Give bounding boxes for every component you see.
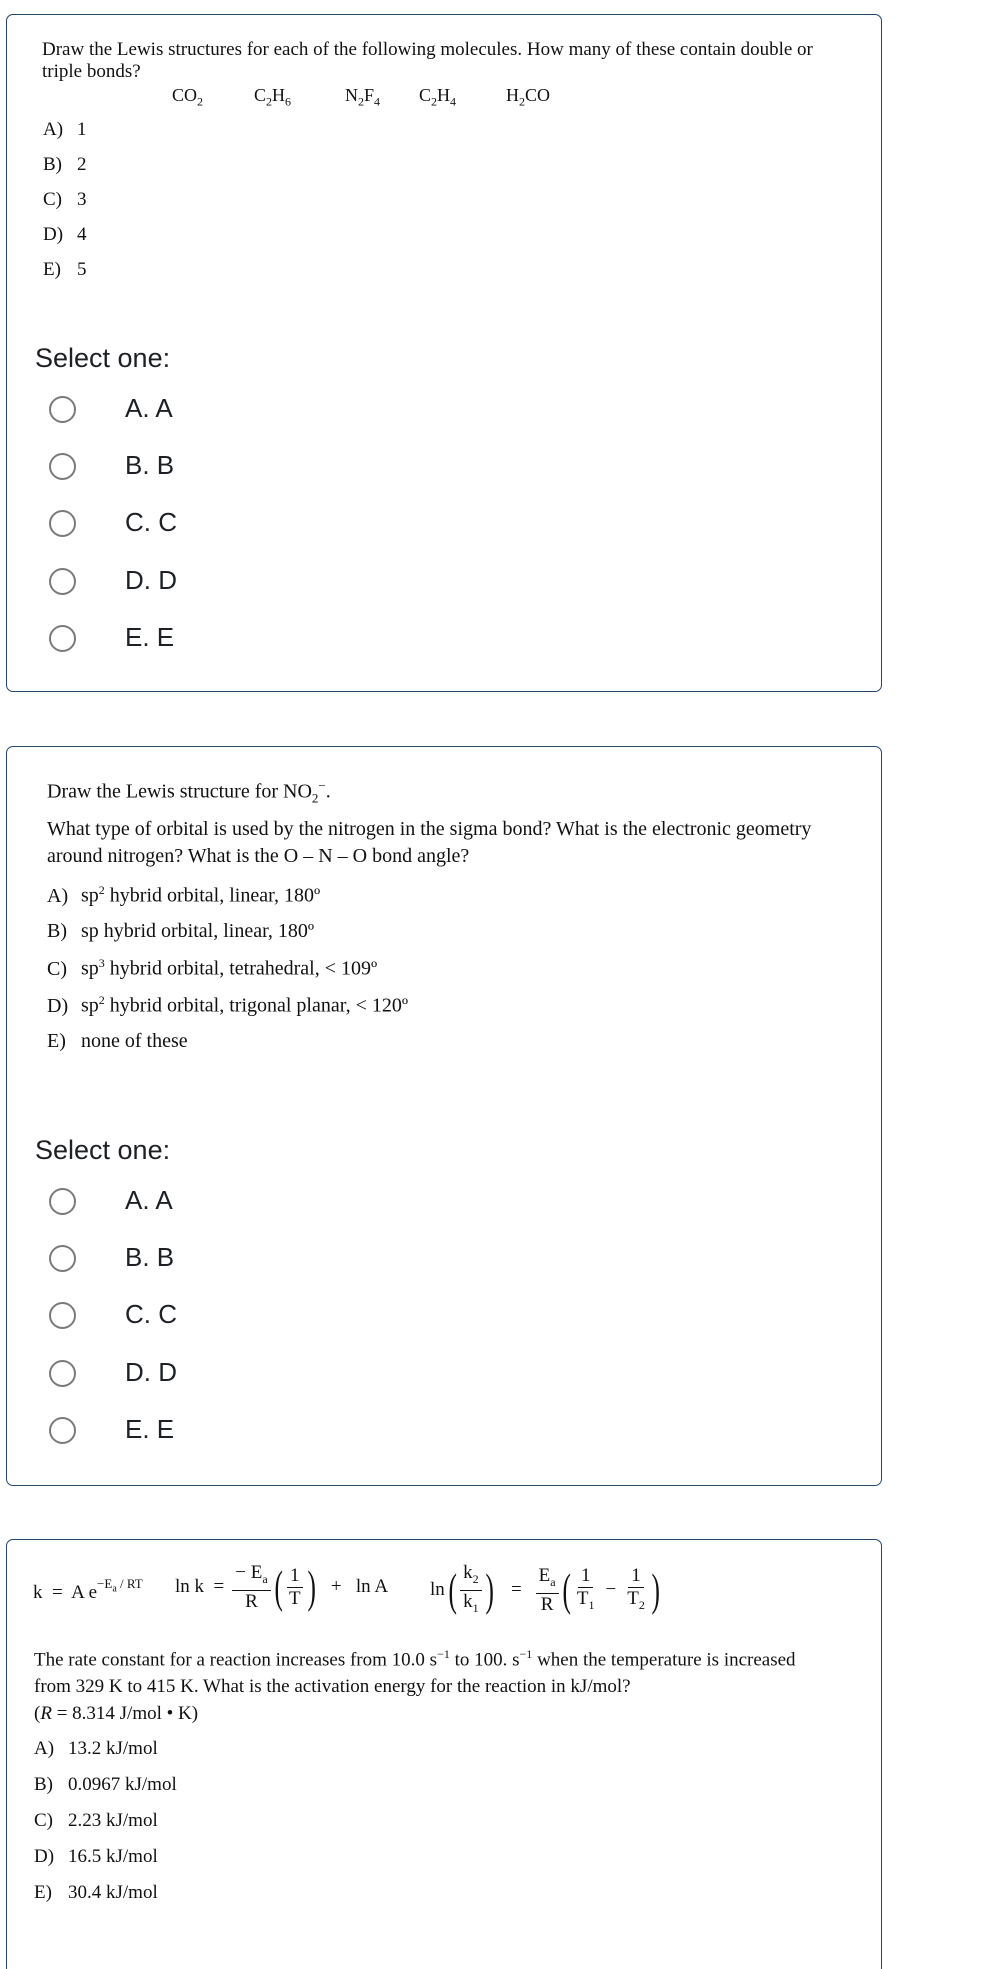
select-one-label: Select one: [35, 343, 171, 373]
molecule-co2: $CO_2$ [172, 85, 204, 109]
choice-label: C. C [125, 507, 177, 537]
question-2-prompt-line1: Draw the Lewis structure for $NO_2^-$. [47, 778, 331, 806]
q1-option-a: A) 1 [43, 119, 87, 140]
select-one-label: Select one: [35, 1135, 171, 1165]
q2-choice-c[interactable] [49, 1297, 177, 1333]
q3-option-c: C) 2.23 kJ/mol [34, 1810, 158, 1831]
q2-choice-e[interactable] [49, 1412, 175, 1448]
choice-label: B. B [125, 450, 175, 480]
radio-button[interactable] [49, 453, 76, 480]
q2-option-d: D) $sp^2$ hybrid orbital, trigonal planar, < 120º [47, 993, 409, 1017]
radio-button[interactable] [49, 625, 76, 652]
molecule-c2h4: $C_2H_4$ [419, 85, 457, 109]
question-card-3 [6, 1539, 882, 1969]
radio-button[interactable] [49, 1245, 76, 1272]
q2-choice-b[interactable] [49, 1240, 175, 1276]
choice-label: D. D [125, 565, 177, 595]
q3-option-b: B) 0.0967 kJ/mol [34, 1774, 177, 1795]
molecule-n2f4: $N_2F_4$ [345, 85, 381, 109]
question-card-2 [6, 746, 882, 1486]
q1-choice-c[interactable] [49, 505, 177, 541]
q2-choice-d[interactable] [49, 1355, 177, 1391]
q1-choice-d[interactable] [49, 563, 177, 599]
question-card-1 [6, 14, 882, 692]
q1-choice-b[interactable] [49, 448, 175, 484]
choice-label: A. A [125, 1185, 173, 1215]
radio-button[interactable] [49, 1417, 76, 1444]
q2-option-a: A) $sp^2$ hybrid orbital, linear, 180º [47, 883, 321, 907]
radio-button[interactable] [49, 510, 76, 537]
radio-button[interactable] [49, 396, 76, 423]
choice-label: C. C [125, 1299, 177, 1329]
molecule-h2co: $H_2CO$ [506, 85, 551, 109]
q2-option-c: C) $sp^3$ hybrid orbital, tetrahedral, < 109º [47, 956, 378, 980]
q1-option-e: E) 5 [43, 259, 87, 280]
choice-label: E. E [125, 622, 175, 652]
question-1-prompt: Draw the Lewis structures for each of the following molecules. How many of these contain double or triple bonds? [42, 39, 813, 82]
choice-label: E. E [125, 1414, 175, 1444]
choice-label: D. D [125, 1357, 177, 1387]
molecule-c2h6: $C_2H_6$ [254, 85, 292, 109]
q1-option-d: D) 4 [43, 224, 87, 245]
q3-option-a: A) 13.2 kJ/mol [34, 1738, 158, 1759]
radio-button[interactable] [49, 1188, 76, 1215]
q2-option-e: E) none of these [47, 1030, 188, 1052]
radio-button[interactable] [49, 1302, 76, 1329]
q2-choice-a[interactable] [49, 1183, 173, 1219]
q1-option-c: C) 3 [43, 189, 87, 210]
q1-choice-e[interactable] [49, 620, 175, 656]
q2-option-b: B) sp hybrid orbital, linear, 180º [47, 920, 315, 942]
question-2-prompt-line2: What type of orbital is used by the nitrogen in the sigma bond? What is the electronic geometry around nitrogen? What is the O – N – O bond angle? [47, 818, 812, 867]
question-3-prompt: The rate constant for a reaction increases from 10.0 $s^{-1}$ to 100. $s^{-1}$ when the temperature is increased from 329 K to 415 K. What is the activation energy for the reaction in kJ/mol? (R = 8.314 J/mol • K) [34, 1647, 796, 1725]
q3-option-e: E) 30.4 kJ/mol [34, 1882, 158, 1903]
linear-arrhenius-equation: ln k = $\frac{- E_a}{R}$ ( $\frac{1}{T}$ ) + ln A [175, 1561, 389, 1613]
two-point-arrhenius-equation: ln ( $\frac{k_2}{k_1}$ ) = $\frac{E_a}{R}$ ( $\frac{1}{T_1}$ − $\frac{1}{T_2}$ ) [430, 1562, 660, 1616]
choice-label: B. B [125, 1242, 175, 1272]
radio-button[interactable] [49, 568, 76, 595]
radio-button[interactable] [49, 1360, 76, 1387]
q1-choice-a[interactable] [49, 391, 173, 427]
q3-option-d: D) 16.5 kJ/mol [34, 1846, 158, 1867]
arrhenius-equation: k = A e $^{-E_a / RT}$ [33, 1575, 143, 1603]
q1-option-b: B) 2 [43, 154, 87, 175]
choice-label: A. A [125, 393, 173, 423]
